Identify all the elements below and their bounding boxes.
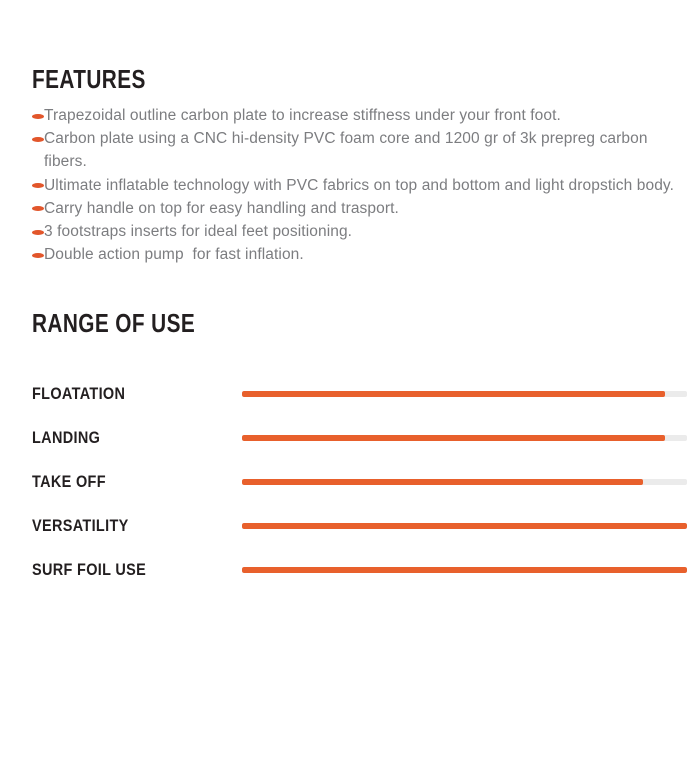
range-row-versatility [32, 504, 687, 548]
range-row-landing [32, 416, 687, 460]
range-label: FLOATATION [32, 384, 126, 404]
bullet-icon [32, 206, 44, 211]
feature-text: Ultimate inflatable technology with PVC fabrics on top and bottom and light dropstich body. [44, 176, 675, 194]
feature-item [32, 104, 690, 127]
range-bar-fill [242, 479, 643, 485]
range-label: VERSATILITY [32, 516, 129, 536]
feature-item [32, 220, 690, 243]
feature-text: Carbon plate using a CNC hi-density PVC foam core and 1200 gr of 3k prepreg carbon fibers. [44, 130, 652, 171]
range-label: LANDING [32, 428, 101, 448]
range-of-use-chart [32, 372, 700, 592]
bullet-icon [32, 183, 44, 188]
feature-item [32, 243, 690, 266]
range-row-take-off [32, 460, 687, 504]
range-bar-fill [242, 523, 687, 529]
range-label: SURF FOIL USE [32, 560, 147, 580]
feature-text: Carry handle on top for easy handling and trasport. [44, 199, 399, 217]
bullet-icon [32, 137, 44, 142]
feature-text: 3 footstraps inserts for ideal feet positioning. [44, 223, 353, 241]
range-bar-fill [242, 391, 665, 397]
range-bar-track [242, 567, 687, 573]
range-of-use-heading: RANGE OF USE [32, 308, 196, 339]
bullet-icon [32, 253, 44, 258]
product-details-page [0, 64, 700, 764]
feature-item [32, 197, 690, 220]
range-bar-track [242, 391, 687, 397]
range-row-surf-foil-use [32, 548, 687, 592]
range-bar-track [242, 435, 687, 441]
range-bar-track [242, 523, 687, 529]
range-bar-fill [242, 435, 665, 441]
bullet-icon [32, 114, 44, 119]
bullet-icon [32, 230, 44, 235]
range-bar-track [242, 479, 687, 485]
range-bar-fill [242, 567, 687, 573]
feature-item [32, 174, 690, 197]
range-row-floatation [32, 372, 687, 416]
range-label: TAKE OFF [32, 472, 106, 492]
feature-text: Double action pump for fast inflation. [44, 246, 304, 264]
features-heading: FEATURES [32, 64, 146, 94]
features-list [32, 104, 700, 266]
feature-text: Trapezoidal outline carbon plate to increase stiffness under your front foot. [44, 107, 561, 124]
feature-item [32, 127, 690, 173]
